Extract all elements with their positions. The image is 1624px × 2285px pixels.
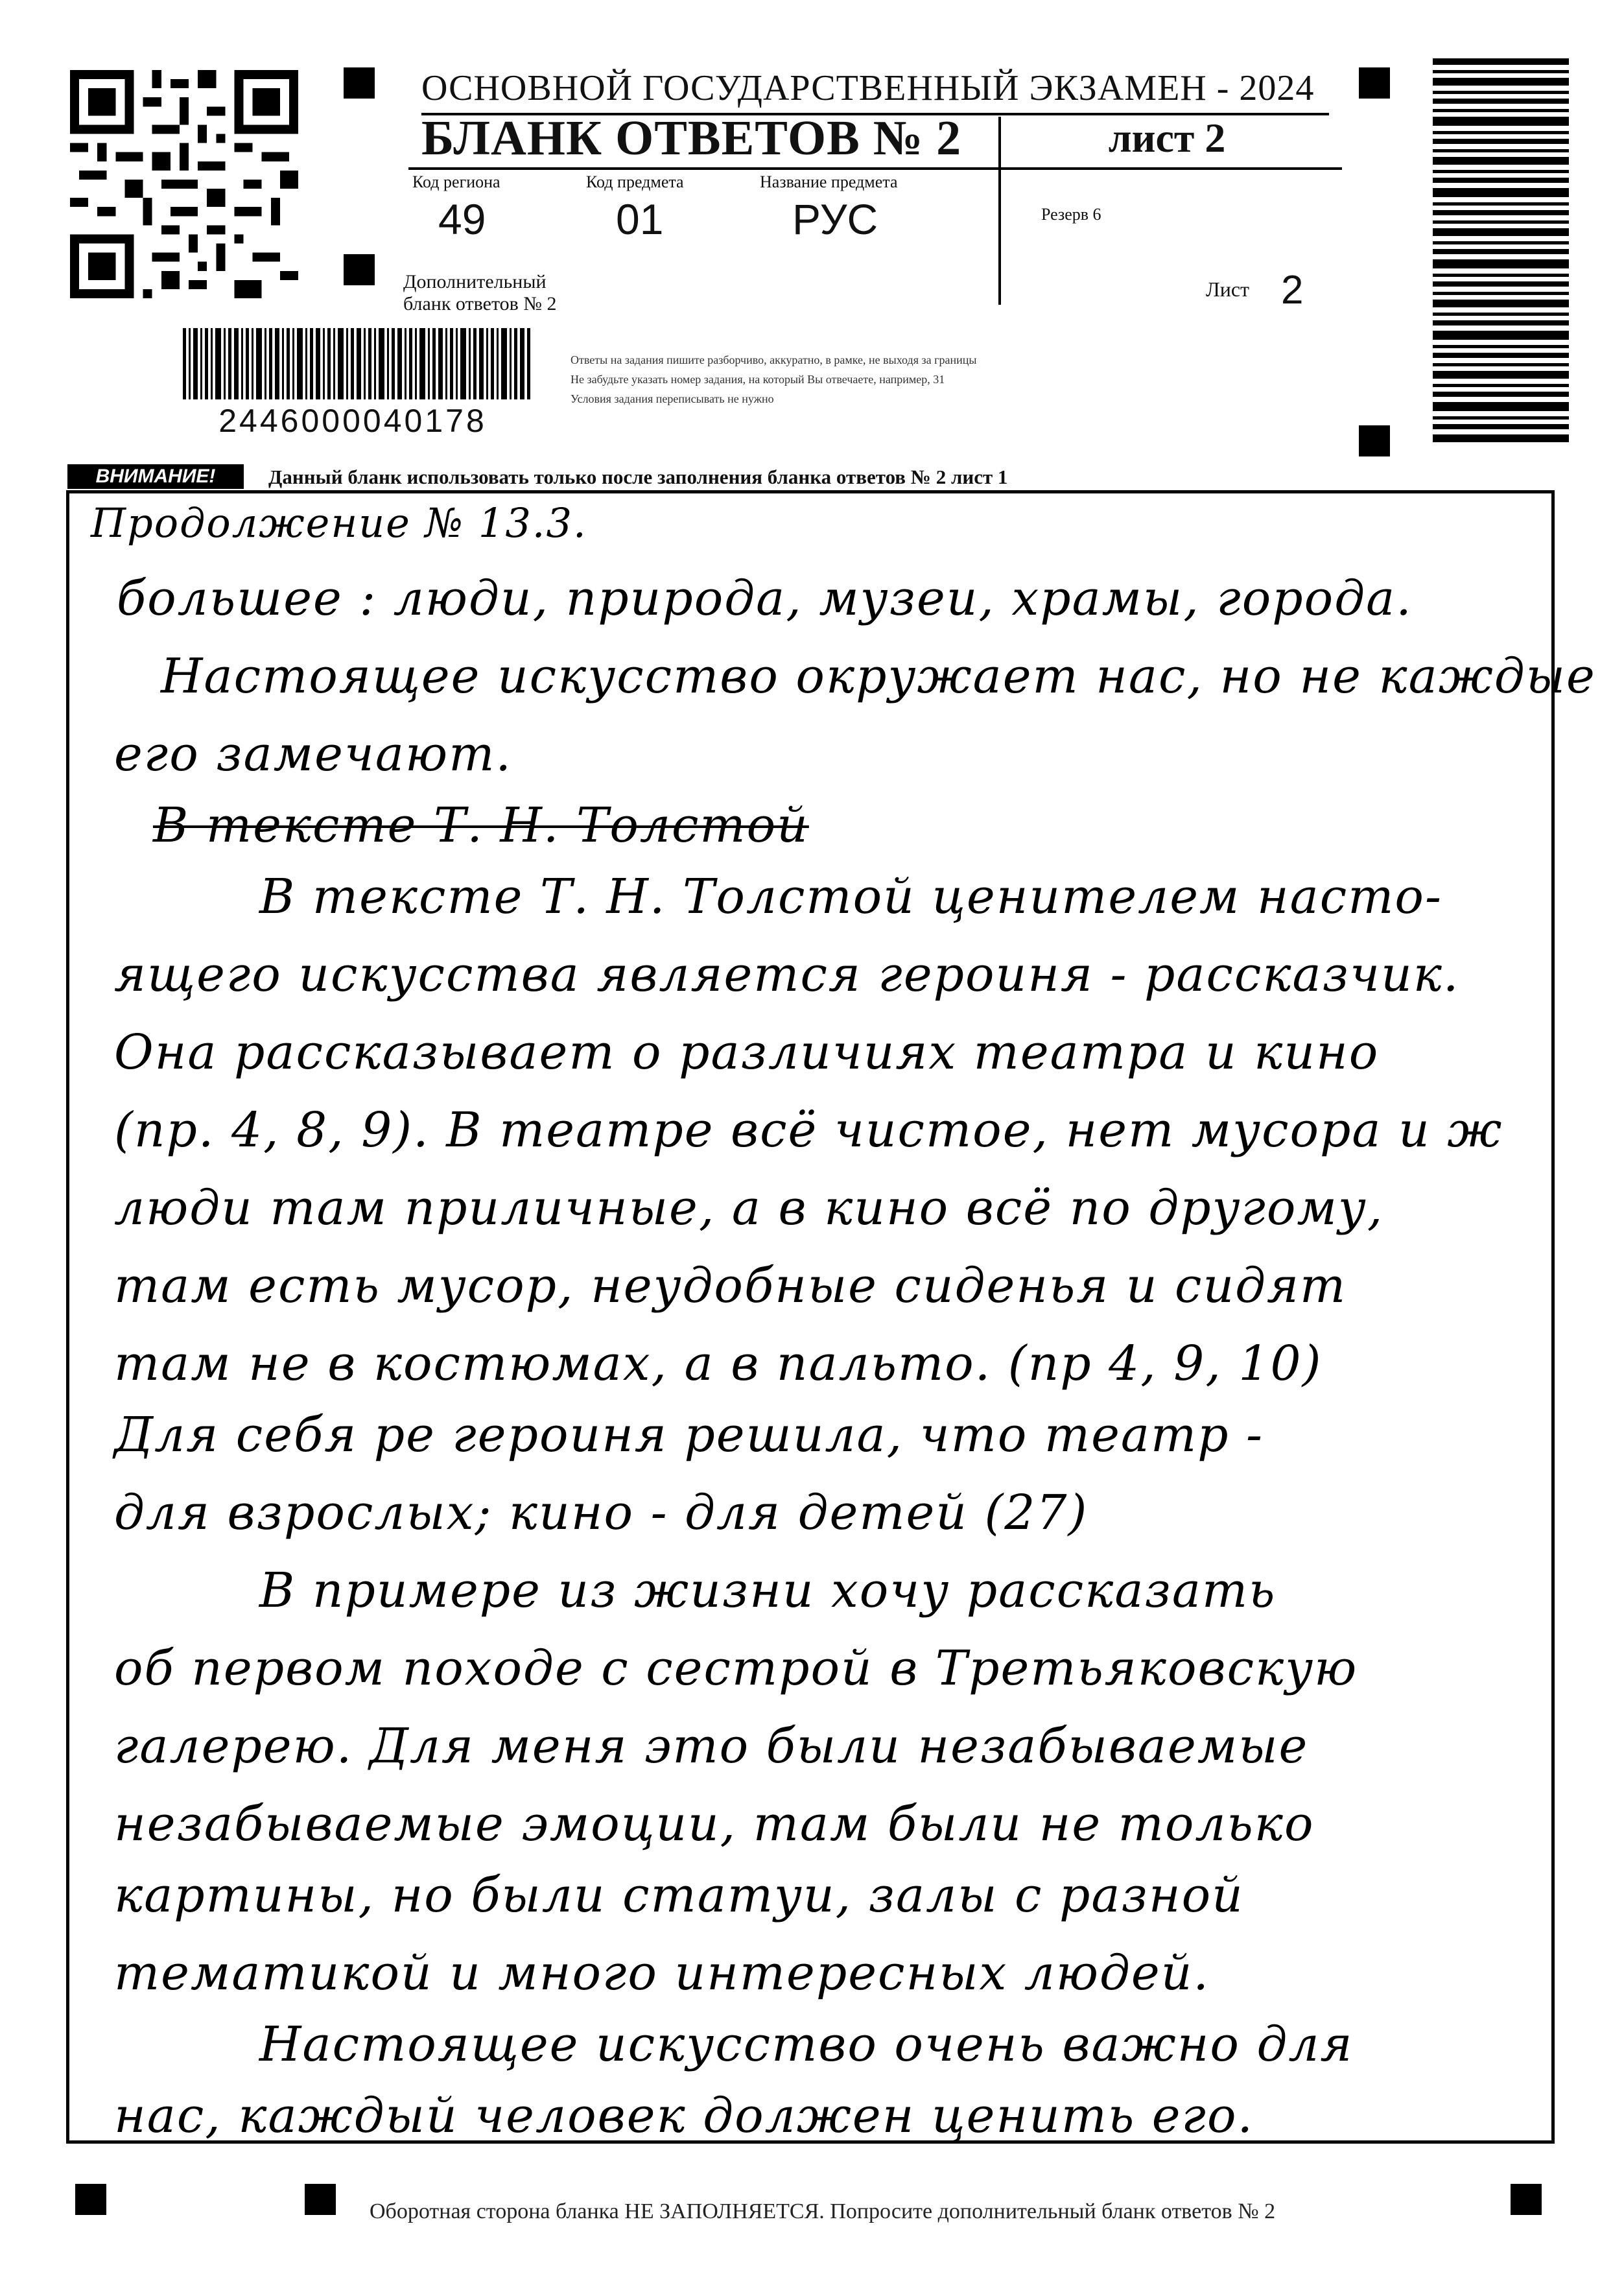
form-barcode [183,328,532,399]
alignment-marker [1511,2184,1542,2215]
side-barcode [1433,58,1569,447]
sheet-small-value: 2 [1281,268,1304,313]
additional-form-label [403,271,611,315]
warning-badge: ВНИМАНИЕ! [67,464,244,489]
answer-line: люди там приличные, а в кино всё по другому, [114,1180,1384,1236]
warning-text: Данный бланк использовать только после заполнения бланка ответов № 2 лист 1 [268,466,1008,488]
exam-title: ОСНОВНОЙ ГОСУДАРСТВЕННЫЙ ЭКЗАМЕН - 2024 [421,67,1329,115]
answer-line: незабываемые эмоции, там были не только [114,1796,1315,1852]
subject-code-value: 01 [616,195,664,243]
answer-line: большее : люди, природа, музеи, храмы, города. [117,571,1413,626]
header-rule [408,167,1342,170]
alignment-marker [305,2184,336,2215]
answer-line: галерею. Для меня это были незабываемые [114,1718,1309,1774]
subject-name-value: РУС [792,195,878,243]
answer-line: там есть мусор, неудобные сиденья и сидят [114,1258,1347,1314]
answer-line: тематикой и много интересных людей. [114,1945,1210,2001]
form-title: БЛАНК ОТВЕТОВ № 2 [421,111,962,165]
alignment-marker [1359,425,1390,456]
sheet-small-label: Лист [1206,278,1250,301]
barcode-number: 2446000040178 [218,403,487,439]
answer-line-crossed: В тексте Т. Н. Толстой [153,798,809,853]
answer-line: Настоящее искусство очень важно для [259,2017,1354,2072]
answer-line: картины, но были статуи, залы с разной [114,1867,1244,1923]
answer-line: нас, каждый человек должен ценить его. [114,2088,1254,2144]
answer-line: ящего искусства является героиня - рассказчик. [114,947,1460,1002]
instruction-line: Не забудьте указать номер задания, на который Вы отвечаете, например, 31 [571,373,945,386]
answer-line: В примере из жизни хочу рассказать [259,1563,1277,1618]
instructions [571,350,1413,408]
footer-note: Оборотная сторона бланка НЕ ЗАПОЛНЯЕТСЯ. Попросите дополнительный бланк ответов № 2 [370,2199,1276,2223]
alignment-marker [75,2184,106,2215]
alignment-marker [344,254,375,285]
answer-line: Для себя ре героиня решила, что театр - [114,1407,1264,1463]
sheet-label: лист 2 [1108,115,1226,161]
answer-line: (пр. 4, 8, 9). В театре всё чистое, нет мусора и ж [114,1102,1503,1158]
qr-code [70,70,298,298]
answer-line: для взрослых; кино - для детей (27) [114,1485,1089,1541]
instruction-line: Ответы на задания пишите разборчиво, аккуратно, в рамке, не выходя за границы [571,353,977,366]
region-label: Код региона [412,172,500,191]
answer-line: Продолжение № 13.3. [91,499,587,547]
subject-name-label: Название предмета [760,172,898,191]
alignment-marker [344,67,375,99]
answer-line: Настоящее искусство окружает нас, но не каждые [161,648,1596,704]
additional-form-line2: бланк ответов № 2 [403,293,557,314]
answer-line: об первом походе с сестрой в Третьяковскую [114,1640,1358,1696]
answer-line: В тексте Т. Н. Толстой ценителем насто- [259,869,1442,925]
subject-code-label: Код предмета [586,172,684,191]
header-divider [998,117,1001,305]
answer-line: Она рассказывает о различиях театра и кино [114,1024,1380,1080]
reserve-label: Резерв 6 [1041,205,1101,224]
alignment-marker [1359,67,1390,99]
instruction-line: Условия задания переписывать не нужно [571,392,774,405]
answer-line: там не в костюмах, а в пальто. (пр 4, 9, 10) [114,1336,1323,1391]
answer-line: его замечают. [114,726,512,782]
additional-form-line1: Дополнительный [403,271,547,292]
region-value: 49 [438,195,486,243]
